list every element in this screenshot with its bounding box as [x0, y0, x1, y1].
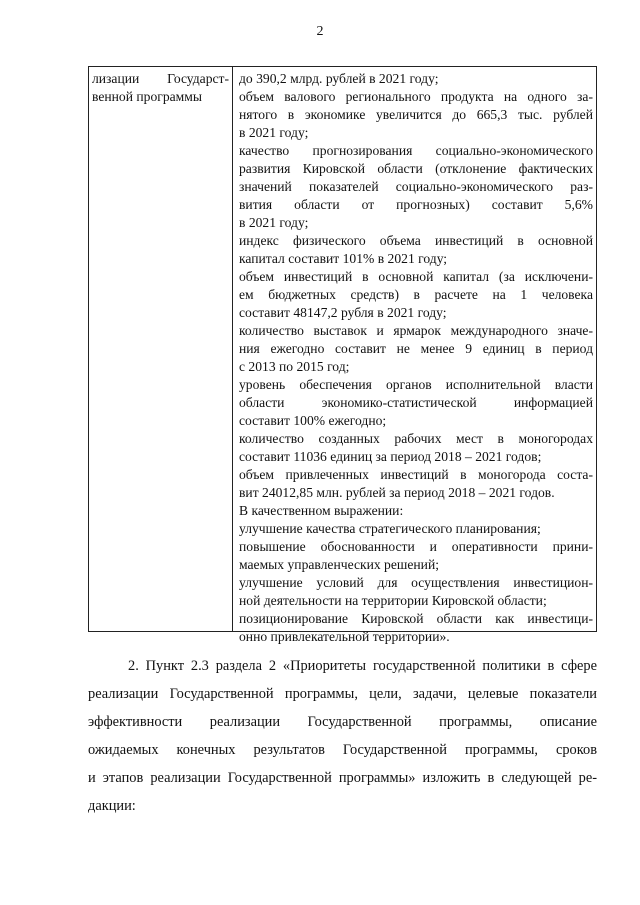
right-cell-line: объем инвестиций в основной капитал (за исключени-	[239, 269, 593, 284]
right-cell-line: объем привлеченных инвестиций в моногорода соста-	[239, 467, 593, 482]
right-cell-line: уровень обеспечения органов исполнительной власти	[239, 377, 593, 392]
right-cell-line: составит 48147,2 рубля в 2021 году;	[239, 305, 447, 320]
paragraph-line: эффективности реализации Государственной программы, описание	[88, 714, 597, 730]
left-cell-line: лизации Государст-	[92, 71, 229, 86]
paragraph-line: и этапов реализации Государственной программы» изложить в следующей ре-	[88, 770, 597, 786]
right-cell-line: значений показателей социально-экономического раз-	[239, 179, 593, 194]
right-cell-line: в 2021 году;	[239, 125, 309, 140]
right-cell-line: нятого в экономике увеличится до 665,3 тыс. рублей	[239, 107, 593, 122]
right-cell-line: развития Кировской области (отклонение фактических	[239, 161, 593, 176]
right-cell-line: в 2021 году;	[239, 215, 309, 230]
right-cell-line: области экономико-статистической информацией	[239, 395, 593, 410]
right-cell-line: ной деятельности на территории Кировской области;	[239, 593, 547, 608]
right-cell-line: маемых управленческих решений;	[239, 557, 439, 572]
right-cell-line: количество выставок и ярмарок международного значе-	[239, 323, 593, 338]
right-cell-line: до 390,2 млрд. рублей в 2021 году;	[239, 71, 439, 86]
right-cell-line: составит 11036 единиц за период 2018 – 2021 годов;	[239, 449, 542, 464]
table-cell-left	[89, 67, 233, 631]
page-number: 2	[316, 24, 324, 39]
right-cell-line: вития области от прогнозных) составит 5,6%	[239, 197, 593, 212]
right-cell-line: улучшение качества стратегического планирования;	[239, 521, 541, 536]
right-cell-line: капитал составит 101% в 2021 году;	[239, 251, 448, 266]
paragraph-line: дакции:	[88, 798, 136, 814]
right-cell-line: улучшение условий для осуществления инвестицион-	[239, 575, 593, 590]
goals-table	[88, 66, 597, 644]
left-cell-line: венной программы	[92, 89, 203, 104]
right-cell-line: вит 24012,85 млн. рублей за период 2018 – 2021 годов.	[239, 485, 555, 500]
right-cell-line: составит 100% ежегодно;	[239, 413, 387, 428]
right-cell-line: онно привлекательной территории».	[239, 629, 450, 644]
right-cell-line: количество созданных рабочих мест в моногородах	[239, 431, 593, 446]
body-paragraph	[88, 652, 597, 820]
right-cell-line: позиционирование Кировской области как инвестици-	[239, 611, 593, 626]
right-cell-line: индекс физического объема инвестиций в основной	[239, 233, 593, 248]
paragraph-line: реализации Государственной программы, цели, задачи, целевые показатели	[88, 686, 597, 702]
right-cell-line: ния ежегодно составит не менее 9 единиц в период	[239, 341, 593, 356]
right-cell-line: В качественном выражении:	[239, 503, 404, 518]
right-cell-line: качество прогнозирования социально-экономического	[239, 143, 593, 158]
paragraph-line: ожидаемых конечных результатов Государственной программы, сроков	[88, 742, 597, 758]
right-cell-line: с 2013 по 2015 год;	[239, 359, 350, 374]
right-cell-line: ем бюджетных средств) в расчете на 1 человека	[239, 287, 593, 302]
right-cell-line: повышение обоснованности и оперативности прини-	[239, 539, 593, 554]
paragraph-line: 2. Пункт 2.3 раздела 2 «Приоритеты государственной политики в сфере	[128, 658, 597, 674]
table-cell-right	[234, 67, 596, 644]
right-cell-line: объем валового регионального продукта на одного за-	[239, 89, 593, 104]
